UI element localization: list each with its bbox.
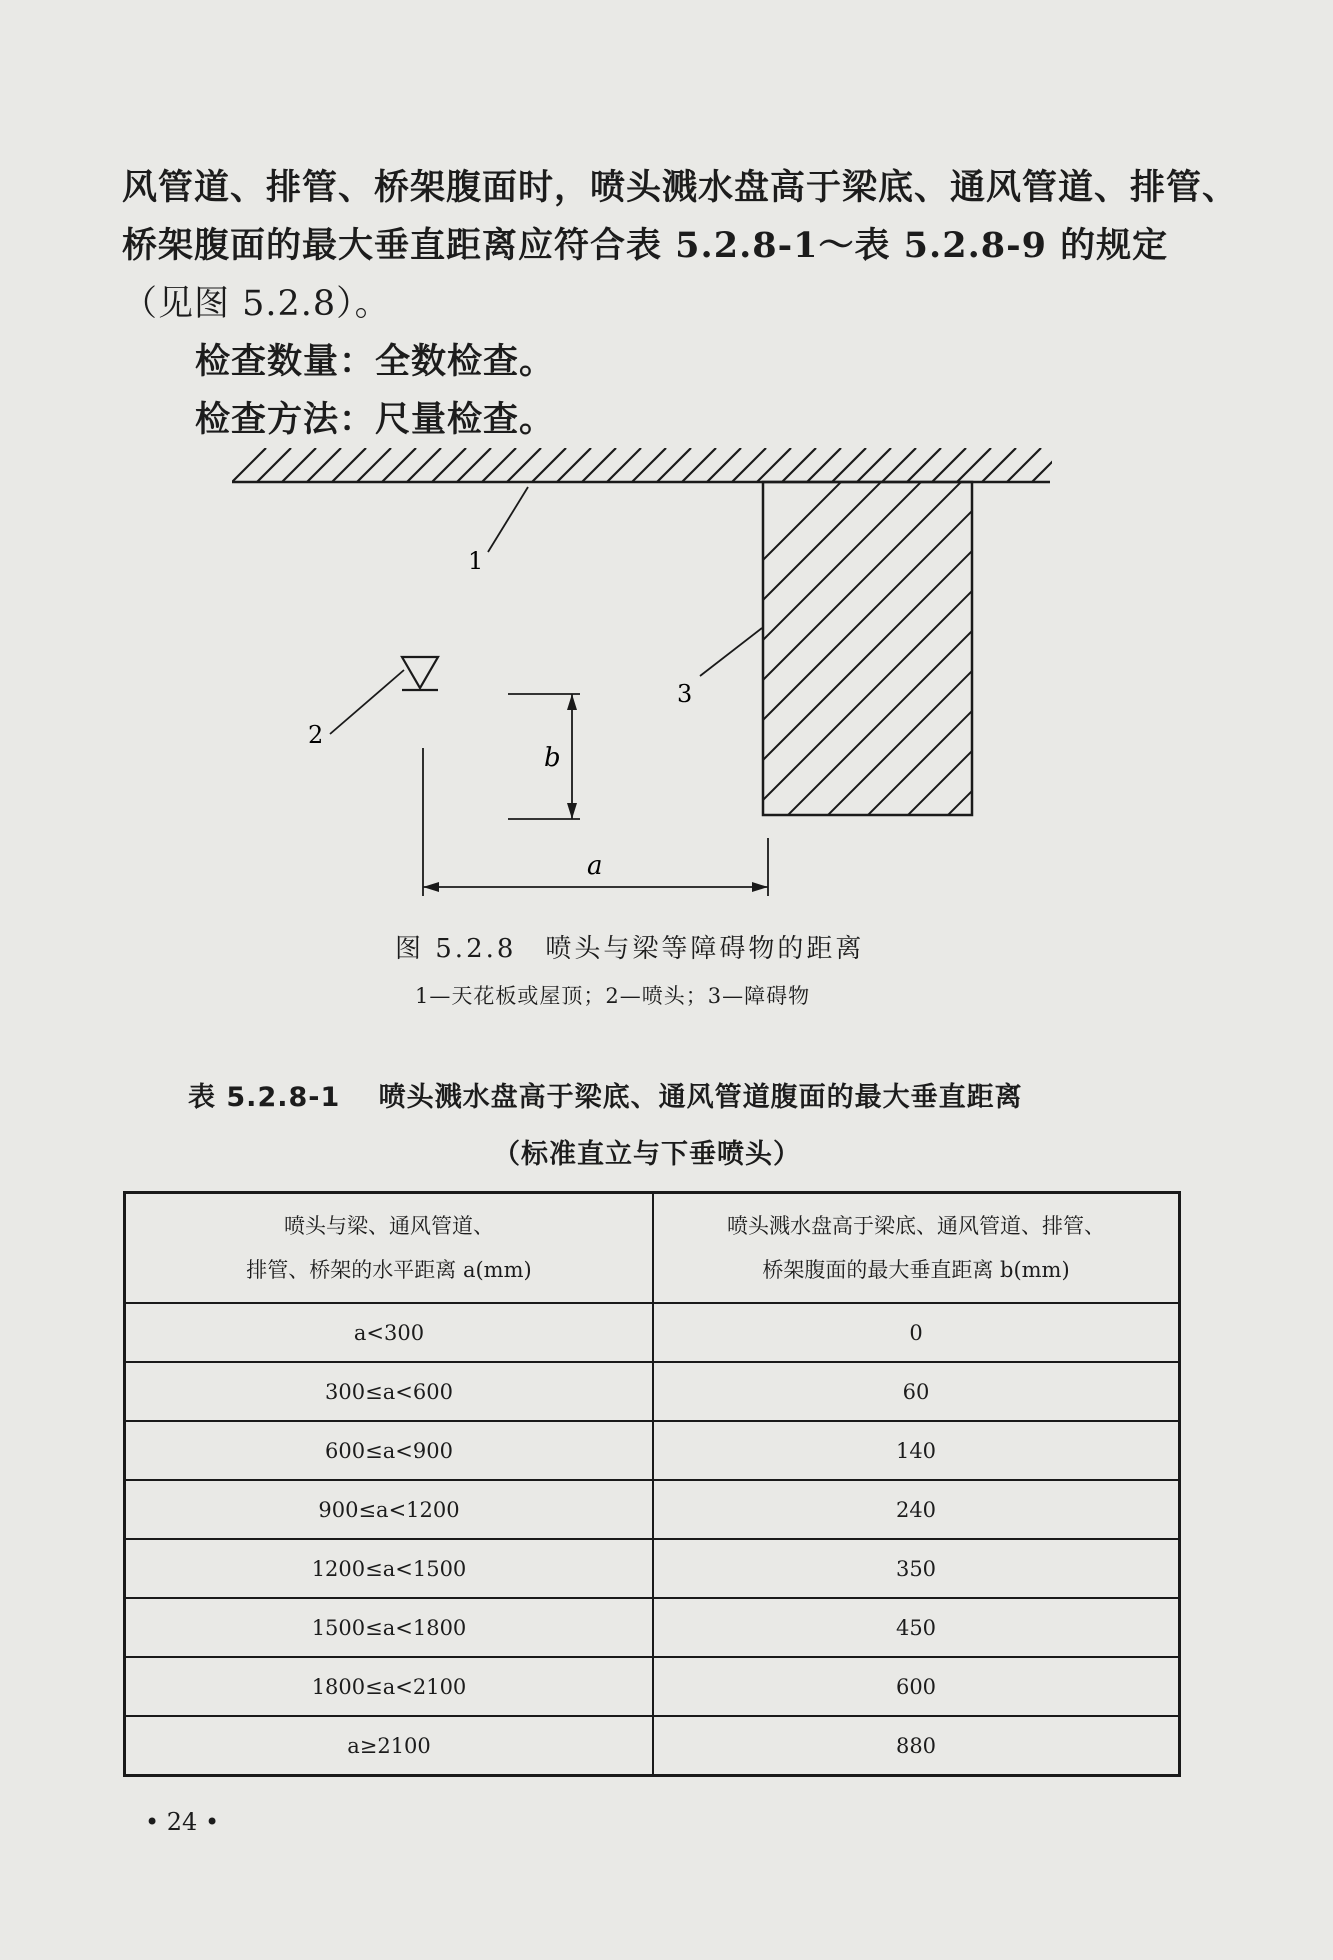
- cell-a: 900≤a<1200: [125, 1480, 654, 1539]
- beam-hatch: [763, 480, 1283, 900]
- page-number: • 24 •: [145, 1808, 220, 1836]
- dim-b-label: b: [544, 743, 561, 773]
- table-row: [125, 1716, 1180, 1776]
- body-text-line-2: 桥架腹面的最大垂直距离应符合表 5.2.8-1～表 5.2.8-9 的规定: [122, 225, 1169, 266]
- table-row: [125, 1598, 1180, 1657]
- cell-b: 600: [653, 1657, 1180, 1716]
- cell-a: a<300: [125, 1303, 654, 1362]
- body-text-line-3: （见图 5.2.8）。: [122, 284, 391, 324]
- header-vertical-distance: 喷头溅水盘高于梁底、通风管道、排管、 桥架腹面的最大垂直距离 b(mm): [653, 1193, 1180, 1304]
- body-text-line-1: 风管道、排管、桥架腹面时，喷头溅水盘高于梁底、通风管道、排管、: [122, 167, 1239, 208]
- cell-a: a≥2100: [125, 1716, 654, 1776]
- cell-a: 600≤a<900: [125, 1421, 654, 1480]
- table-row: [125, 1480, 1180, 1539]
- table-title: 表 5.2.8-1 喷头溅水盘高于梁底、通风管道腹面的最大垂直距离: [188, 1082, 1023, 1113]
- label-3: 3: [677, 680, 693, 708]
- table-row: [125, 1362, 1180, 1421]
- cell-b: 450: [653, 1598, 1180, 1657]
- table-row: [125, 1657, 1180, 1716]
- ceiling-hatch: [232, 448, 1066, 482]
- distance-table: [123, 1191, 1181, 1777]
- check-quantity: 检查数量：全数检查。: [195, 341, 556, 382]
- check-method: 检查方法：尺量检查。: [195, 399, 556, 440]
- cell-b: 880: [653, 1716, 1180, 1776]
- cell-b: 240: [653, 1480, 1180, 1539]
- label-2: 2: [308, 721, 324, 749]
- figure-legend: 1—天花板或屋顶；2—喷头；3—障碍物: [415, 984, 811, 1008]
- table-subtitle: （标准直立与下垂喷头）: [493, 1139, 801, 1170]
- obstacle-distance-figure: [0, 440, 1333, 900]
- table-row: [125, 1539, 1180, 1598]
- cell-a: 300≤a<600: [125, 1362, 654, 1421]
- cell-a: 1800≤a<2100: [125, 1657, 654, 1716]
- cell-b: 140: [653, 1421, 1180, 1480]
- cell-a: 1200≤a<1500: [125, 1539, 654, 1598]
- table-header-row: [125, 1193, 1180, 1304]
- cell-a: 1500≤a<1800: [125, 1598, 654, 1657]
- table-row: [125, 1303, 1180, 1362]
- label-1: 1: [468, 547, 484, 575]
- dim-a-label: a: [587, 851, 603, 881]
- figure-caption: 图 5.2.8 喷头与梁等障碍物的距离: [395, 934, 865, 964]
- table-row: [125, 1421, 1180, 1480]
- header-horizontal-distance: 喷头与梁、通风管道、 排管、桥架的水平距离 a(mm): [125, 1193, 654, 1304]
- cell-b: 350: [653, 1539, 1180, 1598]
- cell-b: 0: [653, 1303, 1180, 1362]
- cell-b: 60: [653, 1362, 1180, 1421]
- sprinkler-icon: [402, 657, 438, 688]
